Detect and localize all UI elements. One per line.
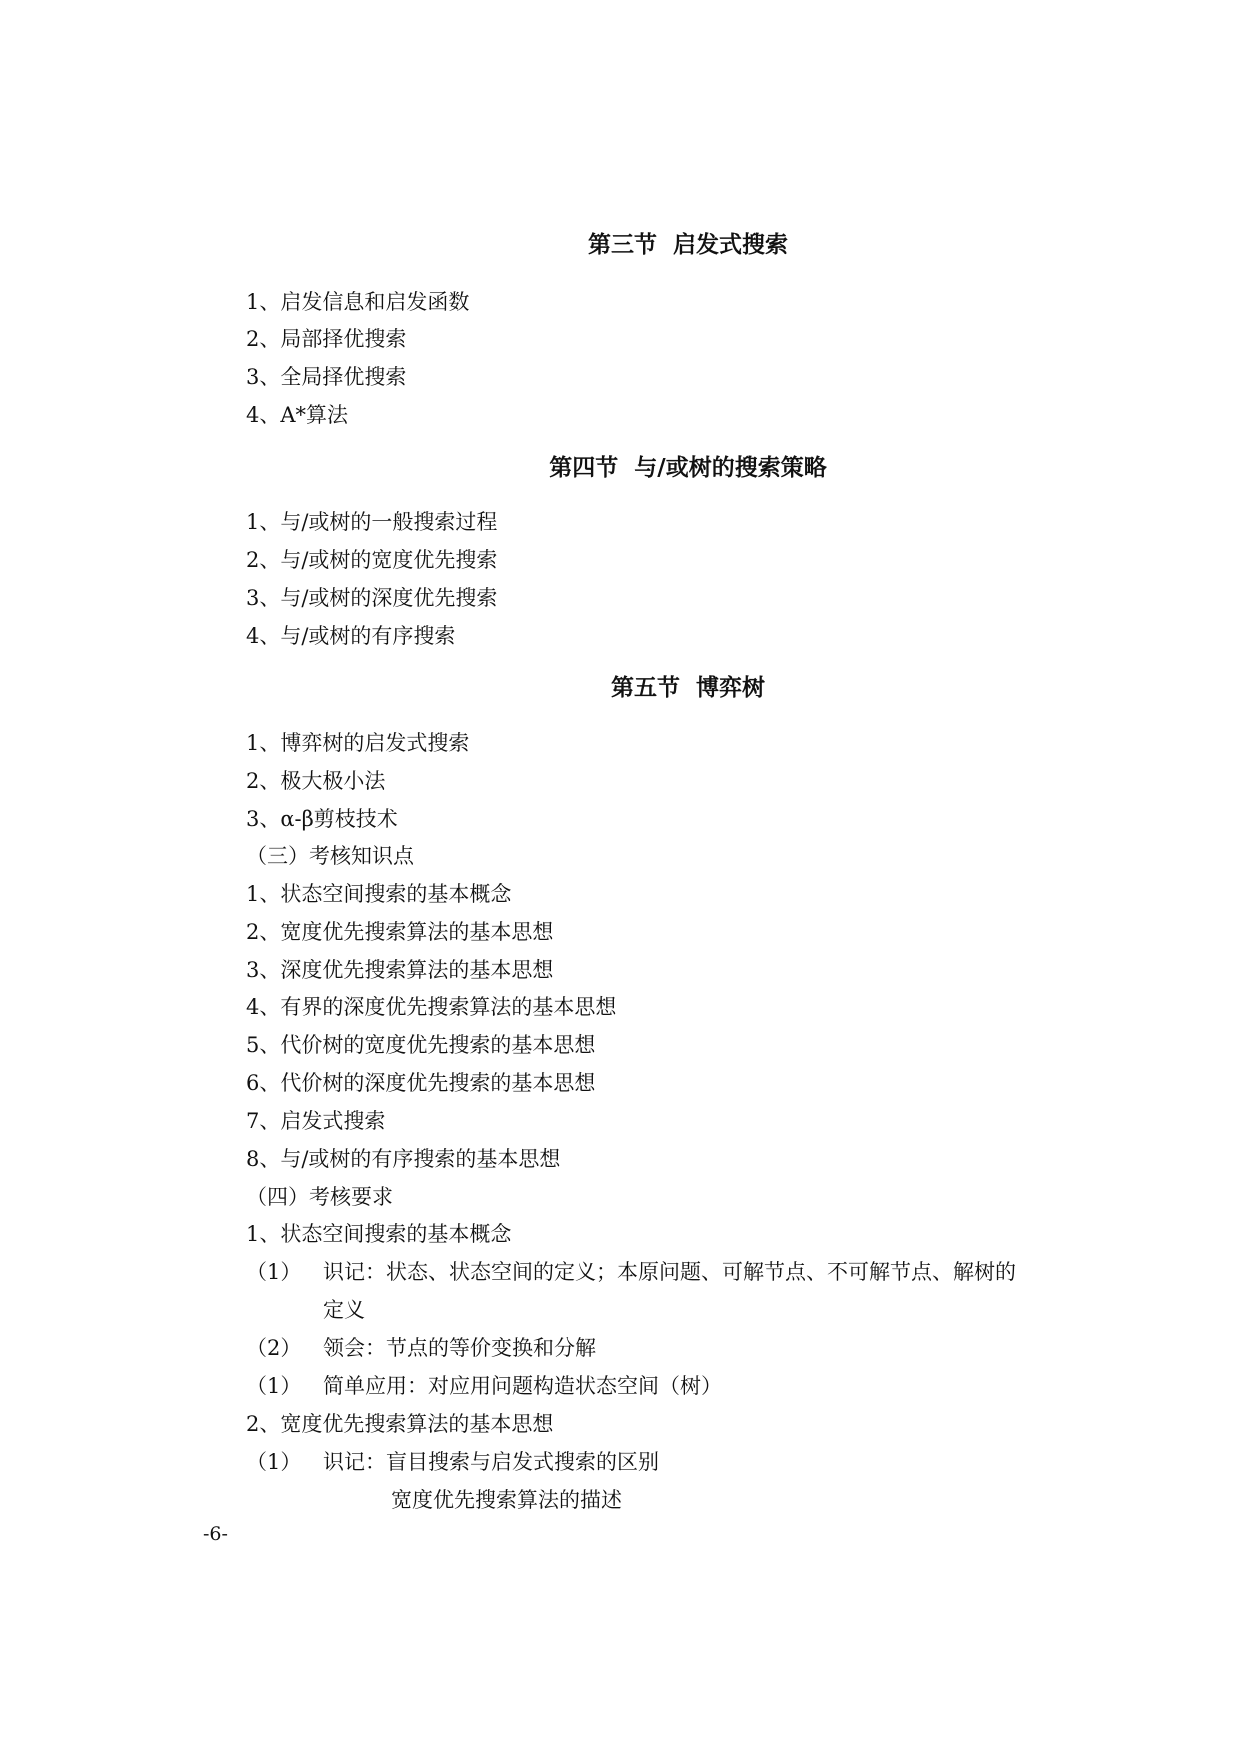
list-item: 7、启发式搜索 — [246, 1109, 386, 1133]
section-3-title: 第三节 启发式搜索 — [587, 232, 788, 258]
list-item: 2、极大极小法 — [246, 769, 386, 793]
list-item: 5、代价树的宽度优先搜索的基本思想 — [246, 1033, 596, 1057]
sub-item-text: 识记：盲目搜索与启发式搜索的区别 — [323, 1450, 659, 1474]
list-item: 3、α-β剪枝技术 — [246, 807, 398, 831]
list-item: 4、与/或树的有序搜索 — [246, 624, 456, 648]
list-item: 2、宽度优先搜索算法的基本思想 — [246, 920, 554, 944]
list-item: 3、与/或树的深度优先搜索 — [246, 586, 498, 610]
list-item: 1、状态空间搜索的基本概念 — [246, 882, 512, 906]
list-item: 3、深度优先搜索算法的基本思想 — [246, 958, 554, 982]
list-item: 4、有界的深度优先搜索算法的基本思想 — [246, 995, 617, 1019]
sub-item-continuation: 宽度优先搜索算法的描述 — [391, 1488, 622, 1512]
requirement-title: 2、宽度优先搜索算法的基本思想 — [246, 1412, 554, 1436]
list-item: 1、启发信息和启发函数 — [246, 290, 470, 314]
sub-item-number: （1） — [246, 1260, 302, 1284]
list-item: 2、与/或树的宽度优先搜索 — [246, 548, 498, 572]
requirement-title: 1、状态空间搜索的基本概念 — [246, 1222, 512, 1246]
sub-item-continuation: 定义 — [323, 1298, 365, 1322]
sub-item-number: （1） — [246, 1374, 302, 1398]
sub-item-number: （2） — [246, 1336, 302, 1360]
page-number: -6- — [203, 1523, 228, 1545]
section-5-title: 第五节 博弈树 — [610, 675, 765, 701]
sub-item-text: 简单应用：对应用问题构造状态空间（树） — [323, 1374, 722, 1398]
list-item: 1、与/或树的一般搜索过程 — [246, 510, 498, 534]
list-item: 2、局部择优搜索 — [246, 327, 407, 351]
list-item: 4、A*算法 — [246, 403, 349, 427]
sub-item-number: （1） — [246, 1450, 302, 1474]
list-item: 1、博弈树的启发式搜索 — [246, 731, 470, 755]
list-item: 6、代价树的深度优先搜索的基本思想 — [246, 1071, 596, 1095]
sub-item-text: 领会：节点的等价变换和分解 — [323, 1336, 596, 1360]
list-item: 3、全局择优搜索 — [246, 365, 407, 389]
list-item: 8、与/或树的有序搜索的基本思想 — [246, 1147, 561, 1171]
requirements-heading: （四）考核要求 — [246, 1185, 393, 1209]
sub-item-text: 识记：状态、状态空间的定义；本原问题、可解节点、不可解节点、解树的 — [323, 1260, 1016, 1284]
section-4-title: 第四节 与/或树的搜索策略 — [549, 455, 827, 481]
knowledge-heading: （三）考核知识点 — [246, 844, 414, 868]
